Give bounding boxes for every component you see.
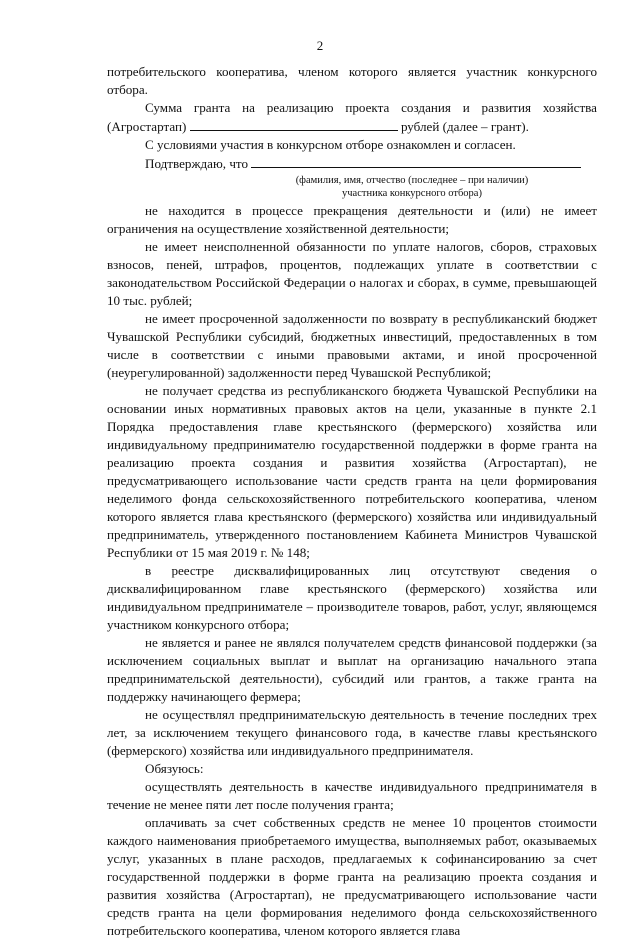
confirmation-text: Подтверждаю, что <box>145 156 249 171</box>
paragraph-confirmation <box>107 154 597 173</box>
caption-line-2: участника конкурсного отбора) <box>342 188 482 199</box>
paragraph-disqualification-registry: в реестре дисквалифицированных лиц отсутствуют сведения о дисквалифицированном главе крестьянского (фермерского) хозяйства или индивидуальном предпринимателе – производителе товаров, работ, услуг, являющемся участником конкурсного отбора; <box>107 563 597 632</box>
paragraph-no-other-funds: не получает средства из республиканского бюджета Чувашской Республики на основании иных нормативных правовых актов на цели, указанные в пункте 2.1 Порядка предоставления главе крестьянского (фермерского) хозяйства или индивидуальному предпринимателю государственной поддержки в форме гранта на реализацию проекта создания и развития хозяйства (Агростартап), не предусматривающего использование части средств гранта на цели формирования неделимого фонда сельскохозяйственного потребительского кооператива, членом которого является глава крестьянского (фермерского) хозяйства или индивидуальный предприниматель, утвержденного постановлением Кабинета Министров Чувашской Республики от 15 мая 2019 г. № 148; <box>107 383 597 560</box>
page-number: 2 <box>316 38 324 53</box>
paragraph-no-previous-business: не осуществлял предпринимательскую деятельность в течение последних трех лет, за исключением текущего финансового года, в качестве главы крестьянского (фермерского) хозяйства или индивидуального предпринимателя. <box>107 707 597 758</box>
paragraph-cooperative-continuation: потребительского кооператива, членом которого является участник конкурсного отбора. <box>107 64 597 97</box>
paragraph-conditions-agreement: С условиями участия в конкурсном отборе ознакомлен и согласен. <box>145 137 516 152</box>
paragraph-no-budget-debt: не имеет просроченной задолженности по возврату в республиканский бюджет Чувашской Республики субсидий, бюджетных инвестиций, предоставленных в том числе в соответствии с иными правовыми актами, и иной просроченной (неурегулированной) задолженности перед Чувашской Республикой; <box>107 311 597 380</box>
paragraph-no-tax-debt: не имеет неисполненной обязанности по уплате налогов, сборов, страховых взносов, пеней, штрафов, процентов, подлежащих уплате в соответствии с законодательством Российской Федерации о налогах и сборах, в сумме, превышающей 10 тыс. рублей; <box>107 239 597 308</box>
participant-name-caption <box>107 174 597 200</box>
paragraph-no-termination: не находится в процессе прекращения деятельности и (или) не имеет ограничения на осуществление хозяйственной деятельности; <box>107 203 597 236</box>
grant-amount-text: Сумма гранта на реализацию проекта создания и развития хозяйства (Агростартап) <box>107 100 597 134</box>
paragraph-grant-amount <box>107 99 597 136</box>
paragraph-obligations-heading: Обязуюсь: <box>145 761 204 776</box>
caption-line-1: (фамилия, имя, отчество (последнее – при наличии) <box>295 175 529 186</box>
document-body <box>107 63 597 940</box>
paragraph-five-years-obligation: осуществлять деятельность в качестве индивидуального предпринимателя в течение не менее пяти лет после получения гранта; <box>107 779 597 812</box>
grant-amount-suffix: рублей (далее – грант). <box>400 119 529 134</box>
participant-name-field[interactable] <box>251 154 581 168</box>
paragraph-no-previous-support: не является и ранее не являлся получателем средств финансовой поддержки (за исключением социальных выплат и выплат на организацию начального этапа предпринимательской деятельности), субсидий или грантов, а также гранта на поддержку начинающего фермера; <box>107 635 597 704</box>
grant-amount-field[interactable] <box>190 117 398 131</box>
paragraph-cofinancing-obligation: оплачивать за счет собственных средств не менее 10 процентов стоимости каждого наименования приобретаемого имущества, выполняемых работ, оказываемых услуг, указанных в плане расходов, предлагаемых к софинансированию за счет государственной поддержки в форме гранта на реализацию проекта создания и развития хозяйства (Агростартап), не предусматривающего использование части средств гранта на цели формирования неделимого фонда сельскохозяйственного потребительского кооператива, членом которого является глава <box>107 815 597 938</box>
